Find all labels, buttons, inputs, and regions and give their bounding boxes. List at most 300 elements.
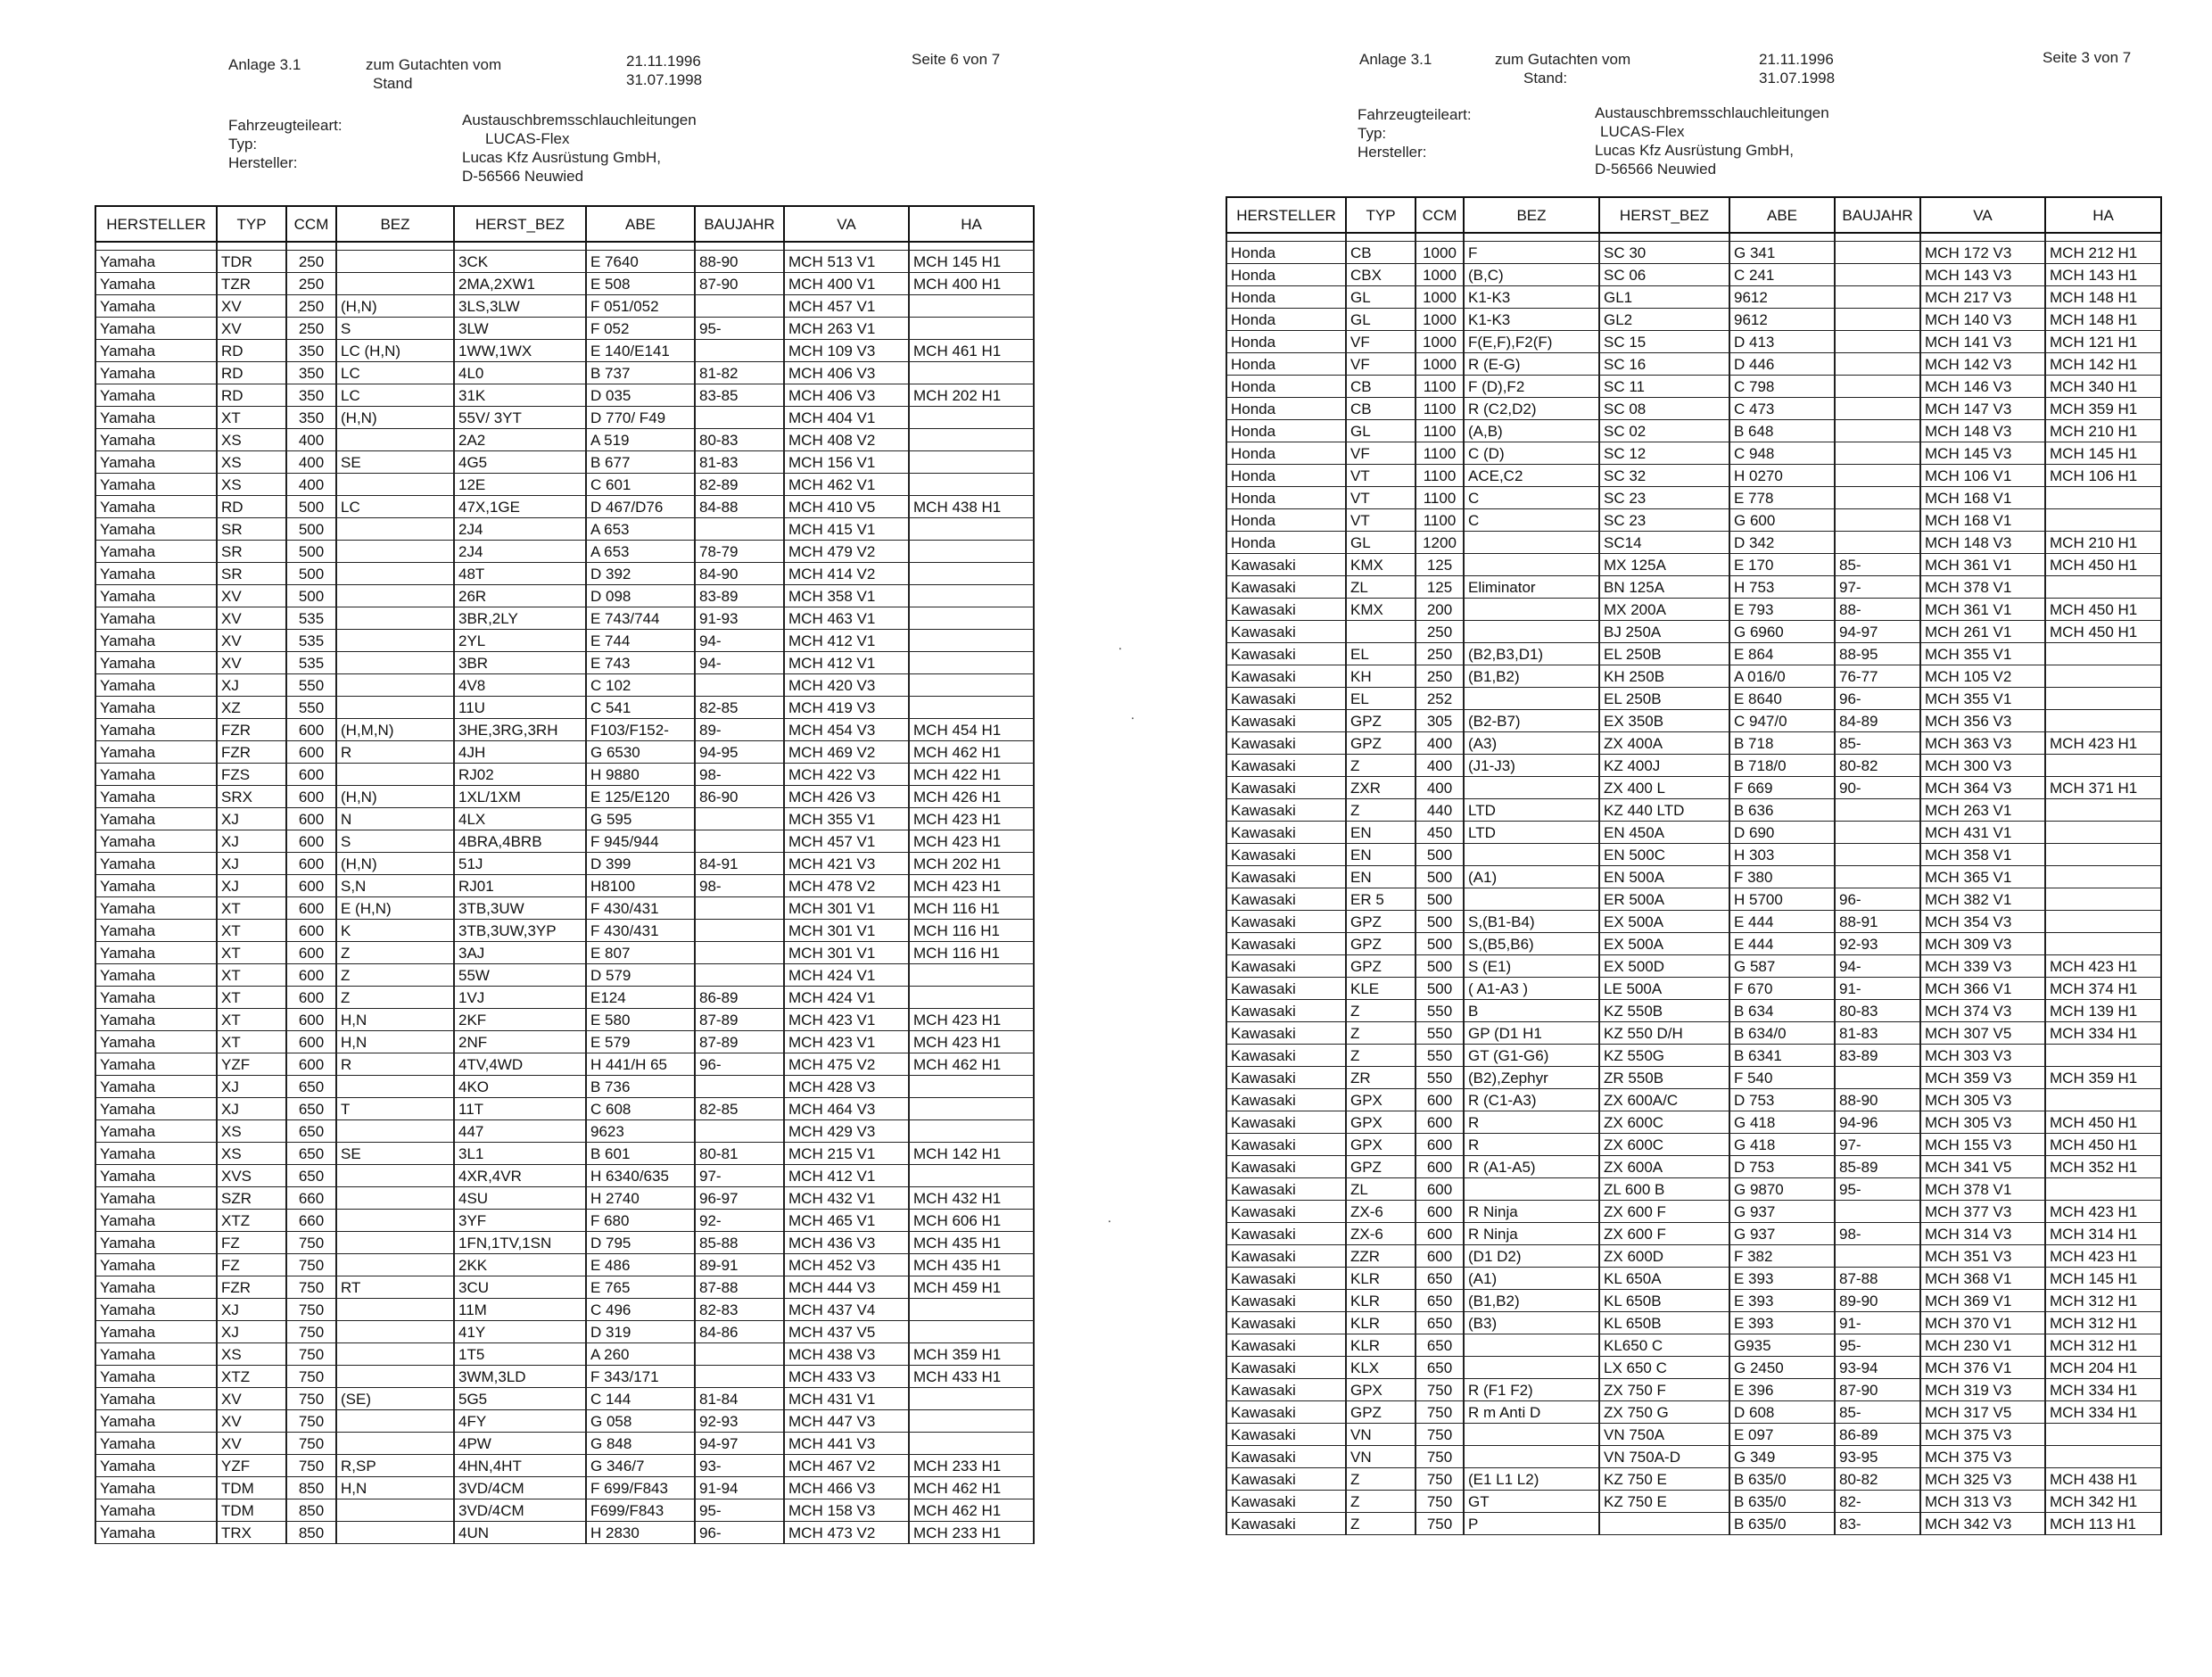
cell-ha <box>2045 1045 2161 1067</box>
cell-abe: C 798 <box>1729 376 1835 398</box>
cell-bez <box>336 541 454 563</box>
table-row <box>95 1499 1034 1522</box>
cell-baujahr: 94-96 <box>1835 1111 1920 1134</box>
cell-herst-bez: MX 200A <box>1599 599 1729 621</box>
table-row <box>1226 688 2161 710</box>
table-row <box>1226 286 2161 309</box>
cell-baujahr: 80-82 <box>1835 755 1920 777</box>
cell-ha <box>909 964 1034 987</box>
cell-typ: XT <box>217 920 286 942</box>
cell-herst-bez: 31K <box>454 384 586 407</box>
cell-bez: (H,M,N) <box>336 719 454 741</box>
cell-ha <box>2045 576 2161 599</box>
cell-typ: XS <box>217 1343 286 1366</box>
cell-herst-bez: 2KK <box>454 1254 586 1276</box>
cell-abe: H 9880 <box>586 764 695 786</box>
cell-ccm: 500 <box>286 496 336 518</box>
cell-ha: MCH 145 H1 <box>909 251 1034 273</box>
gap-cell <box>217 242 286 251</box>
cell-hersteller: Kawasaki <box>1226 576 1346 599</box>
parts-table <box>1226 196 2162 1535</box>
table-row <box>1226 1111 2161 1134</box>
cell-bez: R (E-G) <box>1464 353 1599 376</box>
cell-herst-bez: GL1 <box>1599 286 1729 309</box>
cell-ccm: 550 <box>1416 1000 1464 1022</box>
cell-baujahr: 97- <box>695 1165 784 1187</box>
table-row <box>1226 1334 2161 1357</box>
cell-abe: D 446 <box>1729 353 1835 376</box>
table-row <box>1226 487 2161 509</box>
cell-hersteller: Yamaha <box>95 1120 217 1143</box>
table-row <box>1226 822 2161 844</box>
cell-baujahr: 94-97 <box>695 1433 784 1455</box>
cell-bez: R Ninja <box>1464 1223 1599 1245</box>
cell-ha: MCH 359 H1 <box>2045 1067 2161 1089</box>
cell-baujahr: 88-90 <box>695 251 784 273</box>
cell-typ: ZZR <box>1346 1245 1416 1268</box>
cell-bez: R (F1 F2) <box>1464 1379 1599 1401</box>
cell-baujahr: 91-93 <box>695 607 784 630</box>
cell-typ: XVS <box>217 1165 286 1187</box>
cell-herst-bez: MX 125A <box>1599 554 1729 576</box>
cell-bez <box>336 1120 454 1143</box>
meta-labels <box>228 116 343 172</box>
cell-baujahr: 85-89 <box>1835 1156 1920 1178</box>
cell-va: MCH 140 V3 <box>1920 309 2045 331</box>
cell-ccm: 350 <box>286 407 336 429</box>
table-row <box>1226 732 2161 755</box>
cell-bez: (B1,B2) <box>1464 665 1599 688</box>
cell-baujahr <box>1835 799 1920 822</box>
cell-bez <box>336 1210 454 1232</box>
cell-bez: SE <box>336 451 454 474</box>
cell-baujahr: 80-81 <box>695 1143 784 1165</box>
cell-bez: (B2,B3,D1) <box>1464 643 1599 665</box>
gap-cell <box>1464 233 1599 242</box>
cell-herst-bez: LE 500A <box>1599 978 1729 1000</box>
cell-bez: P <box>1464 1513 1599 1535</box>
table-row <box>95 318 1034 340</box>
cell-herst-bez: 2NF <box>454 1031 586 1053</box>
cell-va: MCH 378 V1 <box>1920 1178 2045 1201</box>
cell-ha: MCH 423 H1 <box>909 808 1034 830</box>
cell-typ: KLR <box>1346 1268 1416 1290</box>
table-row <box>1226 978 2161 1000</box>
hersteller-value: Lucas Kfz Ausrüstung GmbH, <box>462 149 661 166</box>
cell-ha: MCH 342 H1 <box>2045 1491 2161 1513</box>
cell-abe: A 016/0 <box>1729 665 1835 688</box>
cell-hersteller: Yamaha <box>95 1366 217 1388</box>
cell-va: MCH 414 V2 <box>784 563 909 585</box>
cell-herst-bez: 12E <box>454 474 586 496</box>
cell-typ: XT <box>217 407 286 429</box>
cell-ha <box>2045 1446 2161 1468</box>
cell-ccm: 550 <box>286 697 336 719</box>
cell-va: MCH 305 V3 <box>1920 1089 2045 1111</box>
cell-herst-bez: KH 250B <box>1599 665 1729 688</box>
cell-herst-bez: 2KF <box>454 1009 586 1031</box>
cell-bez <box>336 1254 454 1276</box>
cell-baujahr: 87-90 <box>695 273 784 295</box>
cell-bez: K1-K3 <box>1464 286 1599 309</box>
cell-typ: ZXR <box>1346 777 1416 799</box>
table-row <box>95 607 1034 630</box>
cell-baujahr: 87-88 <box>695 1276 784 1299</box>
cell-hersteller: Kawasaki <box>1226 955 1346 978</box>
gap-cell <box>1729 233 1835 242</box>
cell-va: MCH 263 V1 <box>784 318 909 340</box>
cell-bez: LC <box>336 384 454 407</box>
gap-cell <box>1599 233 1729 242</box>
cell-typ: XJ <box>217 830 286 853</box>
cell-bez <box>336 697 454 719</box>
cell-herst-bez: 3VD/4CM <box>454 1499 586 1522</box>
cell-hersteller: Kawasaki <box>1226 1446 1346 1468</box>
cell-abe: B 634 <box>1729 1000 1835 1022</box>
cell-baujahr: 98- <box>695 875 784 897</box>
cell-baujahr: 88-95 <box>1835 643 1920 665</box>
cell-abe: E 778 <box>1729 487 1835 509</box>
cell-typ: XV <box>217 318 286 340</box>
table-row <box>1226 1446 2161 1468</box>
cell-bez <box>336 1165 454 1187</box>
cell-abe: C 601 <box>586 474 695 496</box>
cell-va: MCH 441 V3 <box>784 1433 909 1455</box>
cell-herst-bez: 2MA,2XW1 <box>454 273 586 295</box>
cell-typ: SR <box>217 518 286 541</box>
cell-ha: MCH 143 H1 <box>2045 264 2161 286</box>
cell-herst-bez: SC 12 <box>1599 442 1729 465</box>
cell-ha: MCH 145 H1 <box>2045 1268 2161 1290</box>
cell-typ: CB <box>1346 242 1416 264</box>
cell-va: MCH 400 V1 <box>784 273 909 295</box>
cell-typ: GPX <box>1346 1089 1416 1111</box>
table-row <box>95 719 1034 741</box>
cell-ccm: 400 <box>1416 755 1464 777</box>
cell-abe: F 669 <box>1729 777 1835 799</box>
cell-bez <box>1464 554 1599 576</box>
cell-baujahr: 96-97 <box>695 1187 784 1210</box>
cell-bez <box>1464 1178 1599 1201</box>
table-row <box>95 1210 1034 1232</box>
cell-herst-bez: SC 16 <box>1599 353 1729 376</box>
cell-baujahr: 86-89 <box>695 987 784 1009</box>
cell-ccm: 1000 <box>1416 242 1464 264</box>
cell-baujahr: 84-90 <box>695 563 784 585</box>
cell-typ: XV <box>217 630 286 652</box>
cell-bez <box>336 1499 454 1522</box>
cell-baujahr <box>695 942 784 964</box>
cell-ha <box>909 362 1034 384</box>
cell-bez <box>336 607 454 630</box>
cell-typ: Z <box>1346 1022 1416 1045</box>
table-row <box>95 1098 1034 1120</box>
cell-baujahr: 97- <box>1835 1134 1920 1156</box>
cell-bez <box>1464 688 1599 710</box>
fahrzeugteilart-value: Austauschbremsschlauchleitungen <box>1595 104 1829 121</box>
cell-baujahr: 93- <box>695 1455 784 1477</box>
cell-hersteller: Honda <box>1226 286 1346 309</box>
cell-typ: XS <box>217 429 286 451</box>
cell-typ: GPZ <box>1346 1156 1416 1178</box>
cell-herst-bez: 3TB,3UW <box>454 897 586 920</box>
cell-abe: C 144 <box>586 1388 695 1410</box>
cell-typ: FZR <box>217 1276 286 1299</box>
cell-ha: MCH 374 H1 <box>2045 978 2161 1000</box>
cell-herst-bez: 2J4 <box>454 518 586 541</box>
cell-abe: F 670 <box>1729 978 1835 1000</box>
cell-va: MCH 230 V1 <box>1920 1334 2045 1357</box>
cell-abe: G 341 <box>1729 242 1835 264</box>
cell-abe: 9612 <box>1729 286 1835 309</box>
table-row <box>1226 755 2161 777</box>
cell-typ: ZR <box>1346 1067 1416 1089</box>
gap-cell <box>1226 233 1346 242</box>
cell-baujahr <box>695 340 784 362</box>
cell-abe: F 945/944 <box>586 830 695 853</box>
cell-baujahr: 93-94 <box>1835 1357 1920 1379</box>
cell-ccm: 500 <box>1416 866 1464 888</box>
cell-ccm: 500 <box>1416 933 1464 955</box>
cell-typ: XTZ <box>217 1210 286 1232</box>
cell-ccm: 500 <box>1416 888 1464 911</box>
cell-hersteller: Yamaha <box>95 741 217 764</box>
cell-va: MCH 457 V1 <box>784 830 909 853</box>
cell-herst-bez: ZX 600A <box>1599 1156 1729 1178</box>
cell-herst-bez: RJ02 <box>454 764 586 786</box>
cell-va: MCH 437 V5 <box>784 1321 909 1343</box>
table-row <box>95 429 1034 451</box>
cell-baujahr <box>695 1076 784 1098</box>
cell-ha: MCH 210 H1 <box>2045 420 2161 442</box>
cell-abe: G 418 <box>1729 1134 1835 1156</box>
cell-typ: Z <box>1346 1513 1416 1535</box>
gap-cell <box>1416 233 1464 242</box>
cell-abe: C 496 <box>586 1299 695 1321</box>
cell-herst-bez: ZX 750 G <box>1599 1401 1729 1424</box>
cell-typ: EN <box>1346 822 1416 844</box>
cell-ccm: 1100 <box>1416 465 1464 487</box>
cell-hersteller: Kawasaki <box>1226 1424 1346 1446</box>
cell-abe: E 125/E120 <box>586 786 695 808</box>
cell-va: MCH 423 V1 <box>784 1009 909 1031</box>
cell-ccm: 1200 <box>1416 532 1464 554</box>
cell-bez: F(E,F),F2(F) <box>1464 331 1599 353</box>
cell-hersteller: Yamaha <box>95 1254 217 1276</box>
column-header: BEZ <box>1464 197 1599 233</box>
cell-ccm: 650 <box>286 1143 336 1165</box>
cell-va: MCH 141 V3 <box>1920 331 2045 353</box>
table-row <box>1226 398 2161 420</box>
scan-speck: ⸱ <box>1118 641 1122 656</box>
cell-va: MCH 168 V1 <box>1920 487 2045 509</box>
column-header: HERST_BEZ <box>454 206 586 242</box>
table-header-row <box>1226 197 2161 233</box>
cell-abe: D 690 <box>1729 822 1835 844</box>
cell-bez <box>336 1232 454 1254</box>
cell-ha <box>909 1165 1034 1187</box>
cell-herst-bez: 1FN,1TV,1SN <box>454 1232 586 1254</box>
cell-hersteller: Kawasaki <box>1226 866 1346 888</box>
cell-bez <box>336 1522 454 1544</box>
cell-herst-bez: EX 350B <box>1599 710 1729 732</box>
cell-ha <box>2045 822 2161 844</box>
cell-herst-bez: 4PW <box>454 1433 586 1455</box>
cell-typ: XV <box>217 607 286 630</box>
gap-cell <box>1920 233 2045 242</box>
cell-typ: GL <box>1346 420 1416 442</box>
table-row <box>1226 532 2161 554</box>
cell-bez: (E1 L1 L2) <box>1464 1468 1599 1491</box>
table-row <box>1226 955 2161 978</box>
cell-herst-bez: 3BR,2LY <box>454 607 586 630</box>
cell-baujahr: 89- <box>695 719 784 741</box>
cell-typ: XJ <box>217 853 286 875</box>
fahrzeugteilart-label: Fahrzeugteileart: <box>1358 106 1472 123</box>
cell-baujahr <box>1835 286 1920 309</box>
cell-ccm: 400 <box>1416 732 1464 755</box>
cell-va: MCH 143 V3 <box>1920 264 2045 286</box>
scan-speck: ⸱ <box>1131 711 1135 725</box>
cell-herst-bez: EX 500A <box>1599 911 1729 933</box>
column-header: CCM <box>286 206 336 242</box>
cell-typ: XS <box>217 1120 286 1143</box>
cell-ha: MCH 312 H1 <box>2045 1290 2161 1312</box>
cell-herst-bez: KZ 440 LTD <box>1599 799 1729 822</box>
cell-ccm: 500 <box>1416 911 1464 933</box>
cell-baujahr: 84-86 <box>695 1321 784 1343</box>
cell-va: MCH 351 V3 <box>1920 1245 2045 1268</box>
cell-ha: MCH 435 H1 <box>909 1232 1034 1254</box>
cell-ccm: 1000 <box>1416 286 1464 309</box>
cell-hersteller: Yamaha <box>95 474 217 496</box>
cell-baujahr: 92-93 <box>1835 933 1920 955</box>
cell-abe: D 753 <box>1729 1156 1835 1178</box>
cell-hersteller: Yamaha <box>95 340 217 362</box>
cell-ha: MCH 461 H1 <box>909 340 1034 362</box>
cell-abe: A 653 <box>586 518 695 541</box>
cell-abe: F 382 <box>1729 1245 1835 1268</box>
cell-va: MCH 421 V3 <box>784 853 909 875</box>
cell-herst-bez: ZX 600A/C <box>1599 1089 1729 1111</box>
cell-typ: SR <box>217 541 286 563</box>
cell-typ: RD <box>217 340 286 362</box>
cell-hersteller: Yamaha <box>95 652 217 674</box>
cell-ccm: 500 <box>1416 844 1464 866</box>
column-header: VA <box>784 206 909 242</box>
cell-abe: C 608 <box>586 1098 695 1120</box>
cell-ha <box>909 607 1034 630</box>
table-header-row <box>95 206 1034 242</box>
cell-abe: E 7640 <box>586 251 695 273</box>
cell-ccm: 500 <box>286 541 336 563</box>
cell-baujahr <box>695 1366 784 1388</box>
cell-bez: F (D),F2 <box>1464 376 1599 398</box>
cell-herst-bez: ZX 600 F <box>1599 1223 1729 1245</box>
cell-herst-bez: 51J <box>454 853 586 875</box>
column-header: BEZ <box>336 206 454 242</box>
cell-hersteller: Yamaha <box>95 987 217 1009</box>
cell-baujahr <box>695 897 784 920</box>
header-gap <box>95 242 1034 251</box>
cell-typ: XJ <box>217 1321 286 1343</box>
cell-ccm: 600 <box>1416 1245 1464 1268</box>
cell-typ: ZX-6 <box>1346 1223 1416 1245</box>
cell-hersteller: Yamaha <box>95 697 217 719</box>
cell-hersteller: Honda <box>1226 532 1346 554</box>
cell-bez: K <box>336 920 454 942</box>
cell-ccm: 750 <box>286 1455 336 1477</box>
cell-ccm: 750 <box>1416 1401 1464 1424</box>
cell-herst-bez: 48T <box>454 563 586 585</box>
cell-hersteller: Kawasaki <box>1226 1111 1346 1134</box>
cell-ccm: 750 <box>1416 1424 1464 1446</box>
cell-va: MCH 109 V3 <box>784 340 909 362</box>
cell-typ: KH <box>1346 665 1416 688</box>
table-row <box>95 1299 1034 1321</box>
cell-baujahr <box>1835 376 1920 398</box>
cell-va: MCH 148 V3 <box>1920 420 2045 442</box>
cell-bez: R Ninja <box>1464 1201 1599 1223</box>
cell-abe: B 736 <box>586 1076 695 1098</box>
cell-herst-bez: SC 15 <box>1599 331 1729 353</box>
cell-ha <box>909 1321 1034 1343</box>
cell-hersteller: Yamaha <box>95 1165 217 1187</box>
cell-ccm: 750 <box>286 1232 336 1254</box>
cell-herst-bez: BJ 250A <box>1599 621 1729 643</box>
cell-bez <box>1464 888 1599 911</box>
cell-ccm: 750 <box>286 1366 336 1388</box>
cell-herst-bez: 11T <box>454 1098 586 1120</box>
cell-abe: D 392 <box>586 563 695 585</box>
cell-hersteller: Yamaha <box>95 251 217 273</box>
cell-ccm: 600 <box>286 719 336 741</box>
table-row <box>95 697 1034 719</box>
cell-herst-bez: BN 125A <box>1599 576 1729 599</box>
cell-typ: VT <box>1346 465 1416 487</box>
cell-va: MCH 375 V3 <box>1920 1446 2045 1468</box>
cell-ccm: 600 <box>286 830 336 853</box>
table-row <box>1226 1178 2161 1201</box>
cell-ha <box>2045 688 2161 710</box>
typ-label: Typ: <box>228 136 258 153</box>
cell-typ: RD <box>217 496 286 518</box>
cell-hersteller: Yamaha <box>95 719 217 741</box>
parts-table <box>95 205 1035 1544</box>
cell-hersteller: Kawasaki <box>1226 1491 1346 1513</box>
cell-herst-bez: 3BR <box>454 652 586 674</box>
cell-va: MCH 432 V1 <box>784 1187 909 1210</box>
cell-va: MCH 261 V1 <box>1920 621 2045 643</box>
cell-herst-bez: KL 650B <box>1599 1312 1729 1334</box>
gap-cell <box>2045 233 2161 242</box>
header-gap <box>1226 233 2161 242</box>
cell-va: MCH 366 V1 <box>1920 978 2045 1000</box>
cell-baujahr: 86-90 <box>695 786 784 808</box>
cell-bez: S,(B5,B6) <box>1464 933 1599 955</box>
cell-herst-bez: 3WM,3LD <box>454 1366 586 1388</box>
cell-ha: MCH 459 H1 <box>909 1276 1034 1299</box>
cell-abe: F 430/431 <box>586 897 695 920</box>
cell-ha: MCH 423 H1 <box>909 1031 1034 1053</box>
cell-va: MCH 172 V3 <box>1920 242 2045 264</box>
table-row <box>1226 1067 2161 1089</box>
cell-bez: GT (G1-G6) <box>1464 1045 1599 1067</box>
cell-va: MCH 378 V1 <box>1920 576 2045 599</box>
cell-hersteller: Yamaha <box>95 518 217 541</box>
cell-bez <box>336 1299 454 1321</box>
cell-abe: D 035 <box>586 384 695 407</box>
